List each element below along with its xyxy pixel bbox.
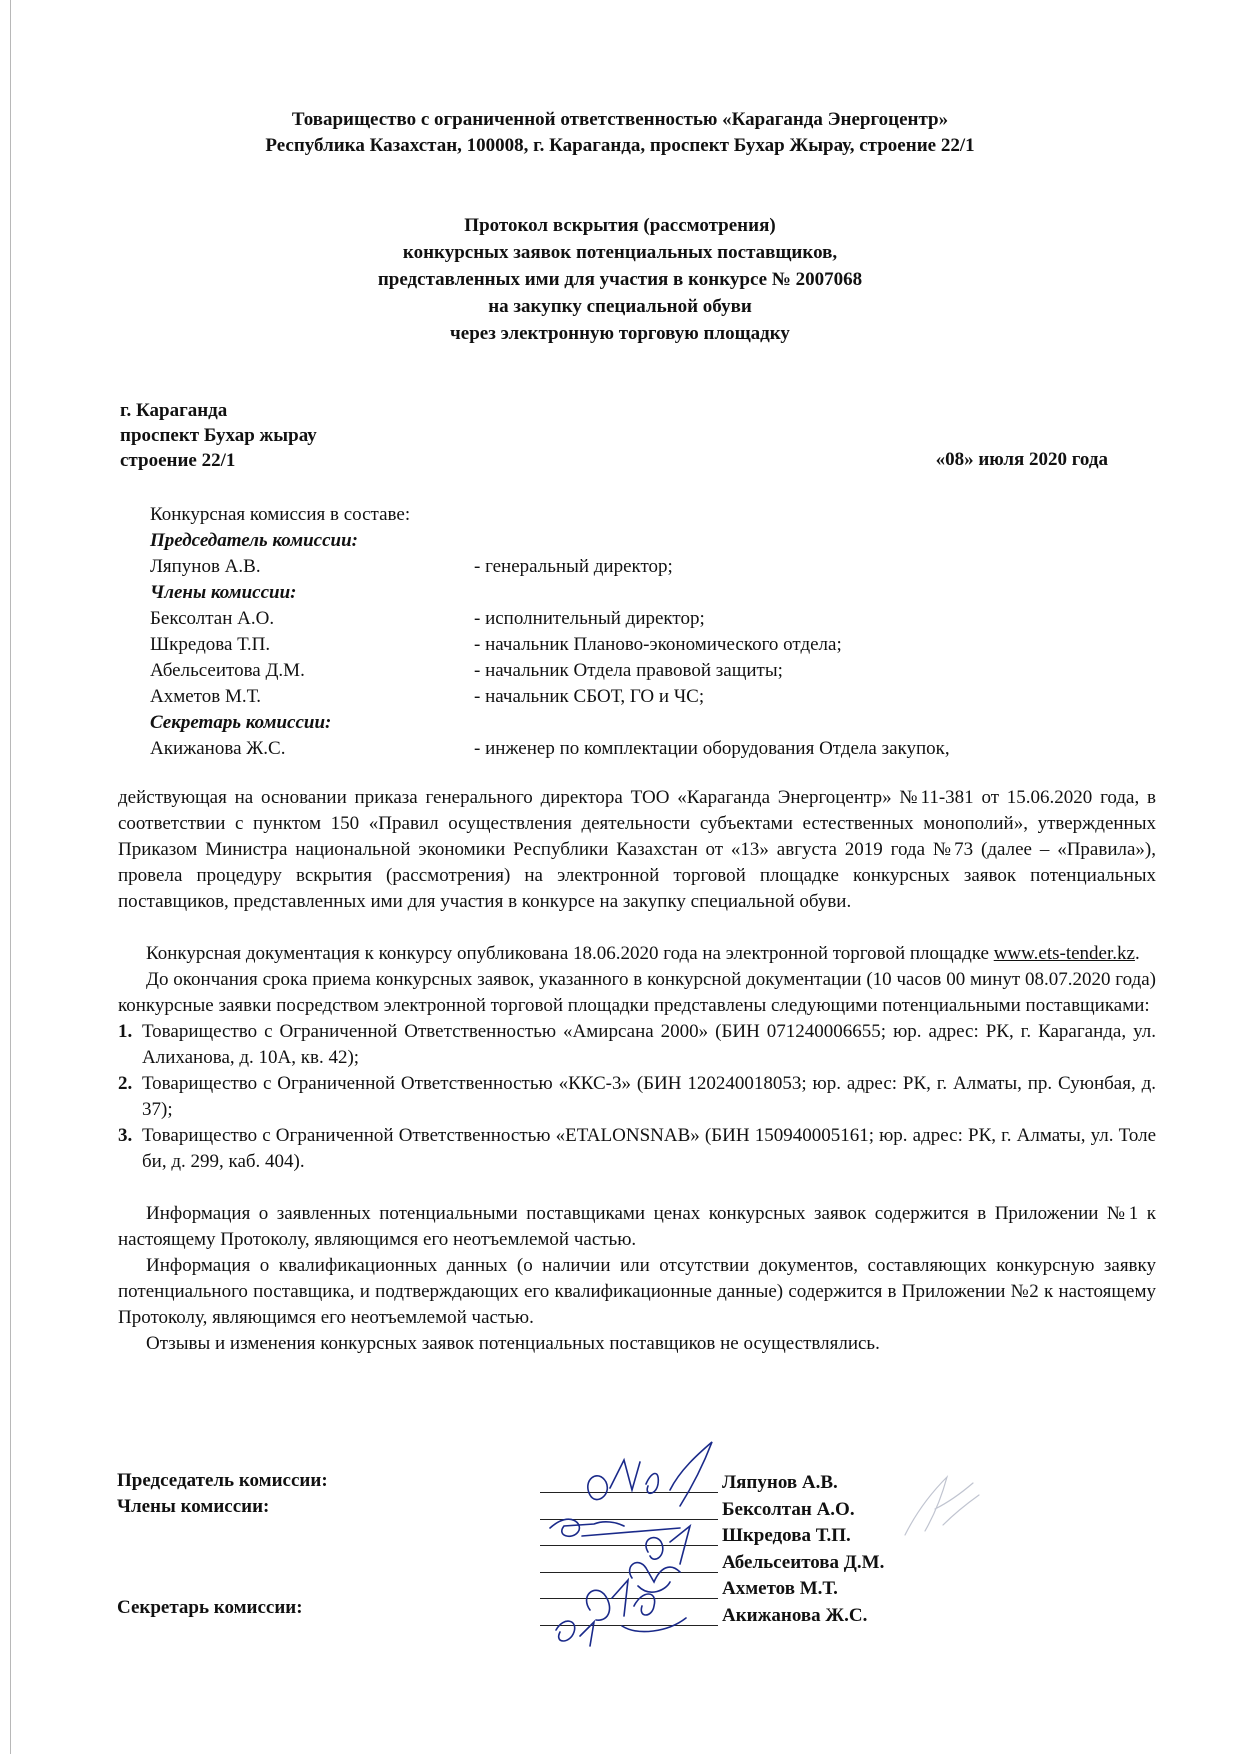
paragraph-qualifications: Информация о квалификационных данных (о наличии или отсутствии документов, составляющих конкурсную заявку потенциального поставщика, и подтверждающих его квалификационные данные) содержится в Приложении №2 к настоящему Протоколу, являющимся его неотъемлемой частью. bbox=[118, 1255, 1156, 1328]
page-edge-line bbox=[10, 0, 11, 1754]
signatory-name: Акижанова Ж.С. bbox=[722, 1604, 868, 1626]
company-address: Республика Казахстан, 100008, г. Караганда, проспект Бухар Жырау, строение 22/1 bbox=[265, 135, 975, 156]
signatory-name: Ляпунов А.В. bbox=[722, 1472, 838, 1493]
signature-member-3 bbox=[630, 1563, 680, 1593]
signature-member-1 bbox=[550, 1519, 680, 1536]
paragraph-deadline: До окончания срока приема конкурсных заявок, указанного в конкурсной документации (10 часов 00 минут 08.07.2020 года) конкурсные заявки посредством электронной торговой площадки представлены следующими потенциальными поставщиками: bbox=[118, 969, 1156, 1016]
sign-chairman-label: Председатель комиссии: bbox=[117, 1470, 328, 1491]
title-line-2: конкурсных заявок потенциальных поставщиков, bbox=[402, 242, 838, 263]
member-row bbox=[150, 606, 705, 632]
chairman-row bbox=[150, 554, 673, 580]
secretary-name: Акижанова Ж.С. bbox=[150, 738, 286, 759]
member-name: Шкредова Т.П. bbox=[150, 634, 271, 655]
list-item bbox=[118, 1071, 1156, 1123]
paragraph-basis: действующая на основании приказа генерального директора ТОО «Караганда Энергоцентр» №11-381 от 15.06.2020 года, в соответствии с пунктом 150 «Правил осуществления деятельности субъектами естественных монополий», утвержденных Приказом Министра национальной экономики Республики Казахстан от «13» августа 2019 года №73 (далее – «Правила»), провела процедуру вскрытия (рассмотрения) на электронной торговой площадке конкурсных заявок потенциальных поставщиков, представленных ими для участия в конкурсе на закупку специальной обуви. bbox=[118, 787, 1156, 912]
ets-tender-link[interactable]: www.ets-tender.kz bbox=[993, 943, 1135, 964]
company-name: Товарищество с ограниченной ответственностью «Караганда Энергоцентр» bbox=[291, 109, 949, 130]
chairman-role: - генеральный директор; bbox=[474, 556, 673, 577]
signatory-name: Шкредова Т.П. bbox=[722, 1525, 851, 1546]
sign-members-label: Члены комиссии: bbox=[117, 1496, 270, 1517]
paragraph-prices: Информация о заявленных потенциальными поставщиками ценах конкурсных заявок содержится в Приложении №1 к настоящему Протоколу, являющимся его неотъемлемой частью. bbox=[118, 1203, 1156, 1250]
signature-chairman bbox=[588, 1442, 712, 1506]
signature-member-2 bbox=[646, 1526, 690, 1564]
publication-end: . bbox=[1134, 943, 1140, 964]
supplier-list bbox=[118, 1019, 1156, 1175]
item-text: Товарищество с Ограниченной Ответственностью «Амирсана 2000» (БИН 071240006655; юр. адрес: РК, г. Караганда, ул. Алиханова, д. 10А, кв. 42); bbox=[142, 1021, 1156, 1068]
member-row bbox=[150, 684, 705, 710]
signatory-name: Бексолтан А.О. bbox=[722, 1498, 855, 1520]
signature-secretary bbox=[556, 1621, 594, 1646]
document-date: «08» июля 2020 года bbox=[935, 449, 1108, 470]
signature-member-4 bbox=[587, 1580, 686, 1632]
item-number: 2. bbox=[118, 1073, 133, 1094]
member-role: - начальник Планово-экономического отдела; bbox=[474, 634, 842, 655]
publication-text: Конкурсная документация к конкурсу опубликована 18.06.2020 года на электронной торговой площадке bbox=[146, 943, 994, 964]
item-text: Товарищество с Ограниченной Ответственностью «ККС-3» (БИН 120240018053; юр. адрес: РК, г. Алматы, пр. Суюнбая, д. 37); bbox=[142, 1073, 1156, 1120]
paragraph-changes: Отзывы и изменения конкурсных заявок потенциальных поставщиков не осуществлялись. bbox=[146, 1333, 880, 1354]
commission-intro: Конкурсная комиссия в составе: bbox=[150, 504, 411, 525]
member-row bbox=[150, 658, 783, 684]
item-text: Товарищество с Ограниченной Ответственностью «ETALONSNAB» (БИН 150940005161; юр. адрес: РК, г. Алматы, ул. Толе би, д. 299, каб. 404). bbox=[142, 1125, 1156, 1172]
chairman-name: Ляпунов А.В. bbox=[150, 556, 261, 577]
secretary-label: Секретарь комиссии: bbox=[150, 712, 332, 733]
place-city: г. Караганда bbox=[120, 400, 228, 421]
item-number: 1. bbox=[118, 1021, 133, 1042]
title-line-4: на закупку специальной обуви bbox=[488, 296, 752, 317]
document-header bbox=[160, 107, 1080, 159]
faint-signature-mark bbox=[895, 1465, 985, 1545]
member-role: - исполнительный директор; bbox=[474, 608, 705, 629]
item-number: 3. bbox=[118, 1125, 133, 1146]
member-name: Бексолтан А.О. bbox=[150, 608, 275, 629]
member-role: - начальник Отдела правовой защиты; bbox=[474, 660, 783, 681]
title-line-5: через электронную торговую площадку bbox=[450, 323, 790, 344]
signatory-name: Абельсеитова Д.М. bbox=[722, 1551, 885, 1573]
document-body bbox=[118, 785, 1156, 1357]
secretary-role: - инженер по комплектации оборудования Отдела закупок, bbox=[474, 738, 950, 759]
paragraph-publication bbox=[118, 941, 1156, 967]
title-line-3: представленных ими для участия в конкурсе № 2007068 bbox=[377, 269, 863, 290]
member-name: Ахметов М.Т. bbox=[150, 686, 262, 707]
title-line-1: Протокол вскрытия (рассмотрения) bbox=[464, 215, 776, 236]
member-row bbox=[150, 632, 842, 658]
document-title bbox=[210, 212, 1030, 347]
commission-composition bbox=[150, 502, 950, 762]
list-item bbox=[118, 1019, 1156, 1071]
document-place bbox=[120, 398, 317, 473]
list-item bbox=[118, 1123, 1156, 1175]
handwritten-signatures bbox=[520, 1440, 750, 1650]
member-name: Абельсеитова Д.М. bbox=[150, 660, 305, 681]
members-label: Члены комиссии: bbox=[150, 582, 297, 603]
sign-secretary-label: Секретарь комиссии: bbox=[117, 1597, 303, 1618]
chairman-label: Председатель комиссии: bbox=[150, 530, 358, 551]
secretary-row bbox=[150, 736, 950, 762]
signatory-name: Ахметов М.Т. bbox=[722, 1578, 838, 1599]
member-role: - начальник СБОТ, ГО и ЧС; bbox=[474, 686, 705, 707]
place-street: проспект Бухар жырау bbox=[120, 425, 317, 446]
place-building: строение 22/1 bbox=[120, 450, 236, 471]
